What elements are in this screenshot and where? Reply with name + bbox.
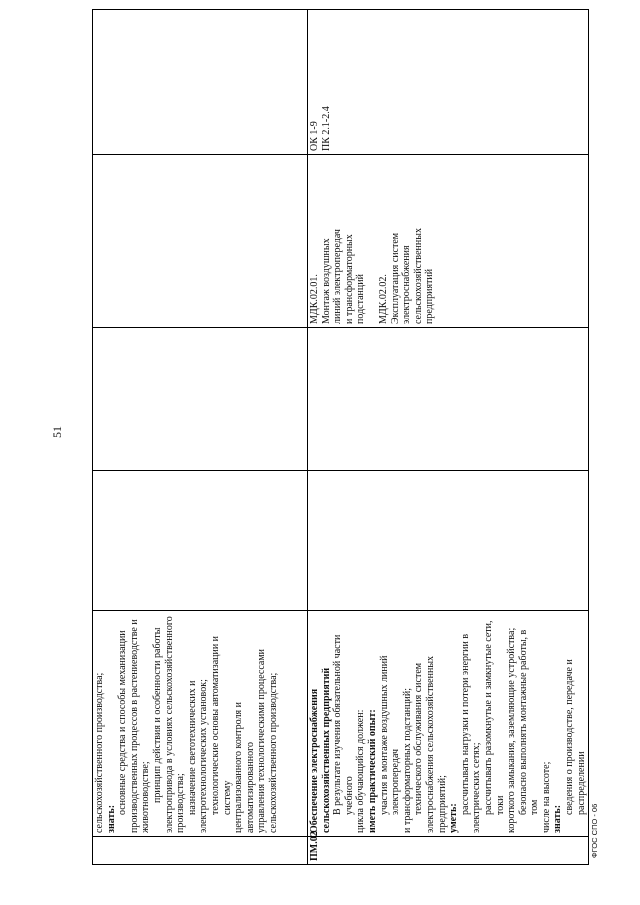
text-line — [448, 614, 460, 833]
text-line: электропривода в условиях сельскохозяйственного — [163, 616, 175, 833]
requirements-text — [94, 614, 280, 833]
text-line — [552, 614, 564, 833]
mdk-title-line: предприятий — [424, 268, 436, 324]
table-row — [93, 10, 308, 865]
text-line: В результате изучения обязательной части учебного — [332, 634, 355, 815]
text-line: сельскохозяйственного производства; — [267, 672, 279, 833]
requirements-text — [309, 614, 587, 833]
empty-cell — [93, 155, 308, 328]
mdk-code: МДК.02.01. — [309, 274, 320, 324]
text-line: цикла обучающийся должен: — [355, 709, 367, 833]
text-line: принцип действия и особенности работы — [151, 627, 163, 803]
mdk-title-line: сельскохозяйственных — [412, 228, 424, 324]
text-line: централизованного контроля и автоматизированного — [233, 702, 256, 833]
text-line: участия в монтаже воздушных линий электропередач — [378, 655, 402, 815]
text-line: электротехнологических установок; — [198, 679, 210, 833]
module-code-cell — [93, 837, 308, 865]
text-line-bold: уметь: — [448, 803, 460, 833]
mdk-cell — [308, 155, 589, 328]
competency-code: ПК 2.1-2.4 — [320, 106, 332, 151]
mdk-code: МДК.02.02. — [377, 274, 389, 324]
text-line: производственных процессов в растениеводстве и — [128, 619, 140, 833]
text-line: безопасно выполнять монтажные работы, в том — [517, 629, 541, 815]
footer-label: ФГОС СПО - 06 — [590, 803, 599, 858]
text-line: технического обслуживания систем — [413, 662, 425, 815]
mdk-title-line: линий электропередач — [332, 229, 344, 324]
text-line: животноводстве; — [140, 761, 152, 833]
mdk-title-line: подстанций — [355, 274, 367, 324]
text-line — [309, 614, 321, 833]
empty-cell — [93, 328, 308, 471]
text-line: сельскохозяйственного производства; — [94, 672, 105, 833]
text-line: короткого замыкания, заземляющие устройства; — [506, 627, 518, 833]
text-line: электроснабжения сельскохозяйственных предприятий; — [424, 655, 448, 833]
text-line: технологические основы автоматизации и систему — [209, 635, 233, 815]
rotated-page — [92, 10, 587, 865]
text-line-bold: сельскохозяйственных предприятий — [320, 667, 332, 833]
module-code-cell: ПМ.02 — [308, 837, 589, 865]
text-line-bold: иметь практический опыт: — [366, 709, 378, 833]
text-line: управления технологическими процессами — [256, 648, 268, 833]
empty-cell — [308, 328, 589, 471]
competency-code: ОК 1-9 — [309, 121, 320, 151]
text-line: электрических сетях; — [471, 742, 483, 833]
text-line: числе на высоте; — [540, 761, 552, 833]
mdk-title-line: Монтаж воздушных — [320, 238, 332, 324]
text-line: рассчитывать нагрузки и потери энергии в — [459, 633, 471, 815]
empty-cell — [93, 471, 308, 611]
text-line: и трансформаторных подстанций; — [401, 688, 413, 833]
text-line: основные средства и способы механизации — [117, 630, 129, 815]
requirements-cell — [93, 611, 308, 837]
text-line-bold: знать: — [552, 804, 564, 833]
page-number: 51 — [50, 426, 64, 438]
text-line — [367, 614, 379, 833]
text-line: назначение светотехнических и — [186, 680, 198, 815]
mdk-title-line: электроснабжения — [401, 245, 413, 324]
text-line-bold: Обеспечение электроснабжения — [309, 688, 320, 833]
text-line: производства; — [175, 773, 187, 833]
mdk-title-line: Эксплуатация систем — [389, 232, 401, 324]
empty-cell — [93, 10, 308, 155]
mdk-title-line: и трансформаторных — [343, 234, 355, 324]
curriculum-table — [92, 9, 589, 865]
text-line — [321, 614, 333, 833]
empty-cell — [308, 471, 589, 611]
table-row — [308, 10, 589, 865]
text-line: сведения о производстве, передаче и распределении — [564, 659, 587, 815]
text-line: рассчитывать разомкнутые и замкнутые сети, токи — [482, 620, 506, 815]
requirements-cell — [308, 611, 589, 837]
text-line-bold: знать: — [105, 804, 117, 833]
competencies-cell — [308, 10, 589, 155]
text-line — [106, 614, 118, 833]
